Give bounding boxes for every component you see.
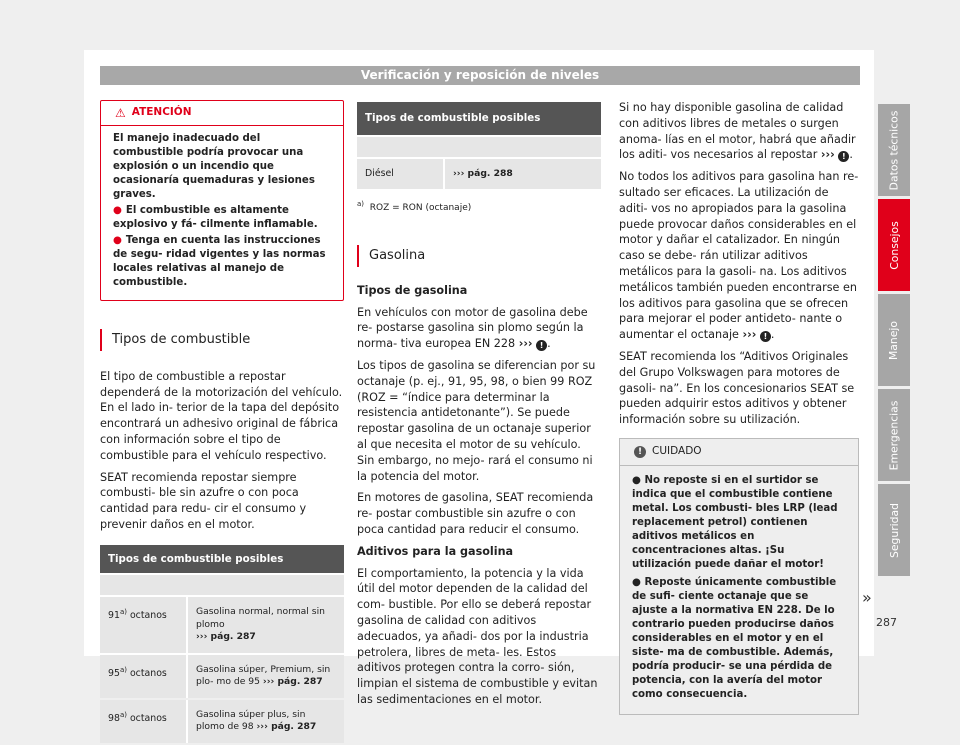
table-row <box>100 655 344 698</box>
bullet-icon: ● <box>632 474 641 486</box>
tab-manejo[interactable]: Manejo <box>878 294 910 386</box>
warning-box <box>100 100 344 301</box>
paragraph: El comportamiento, la potencia y la vida útil del motor dependen de la calidad del com- bustible. Por ello se deberá repostar gasolina de calidad con aditivos adecuados, ya añadi- dos por la industria petrolera, libres de meta- les. Estos aditivos protegen contra la corro- sión, limpian el sistema de combustible y evitan las sedimentaciones en el motor. <box>357 566 598 706</box>
tab-datos-tecnicos[interactable]: Datos técnicos <box>878 104 910 196</box>
warning-title: ATENCIÓN <box>131 106 192 118</box>
page-reference-link[interactable]: ››› pág. 287 <box>262 676 323 688</box>
section-heading-fuel-types: Tipos de combustible <box>100 329 344 351</box>
section-heading-gasoline: Gasolina <box>357 245 601 267</box>
column-right <box>619 100 859 715</box>
subheading: Aditivos para la gasolina <box>357 544 514 558</box>
table-header: Tipos de combustible posibles <box>357 102 601 135</box>
table-cell-octane: 91$^{a)}$ octanos <box>100 597 186 653</box>
paragraph: El tipo de combustible a repostar dependerá de la motorización del vehículo. En el lado in- terior de la tapa del depósito encontrará un adhesivo original de fábrica con información sobre el tipo de combustible para el vehículo respectivo. <box>100 369 343 462</box>
table-row <box>100 597 344 653</box>
tab-consejos[interactable]: Consejos <box>878 199 910 291</box>
warning-header <box>101 101 343 126</box>
page-reference-link[interactable]: ››› pág. 288 <box>453 167 513 179</box>
table-header: Tipos de combustible posibles <box>100 545 344 574</box>
caution-header <box>620 439 858 466</box>
diesel-table <box>357 100 601 191</box>
table-row <box>100 700 344 743</box>
caution-title: CUIDADO <box>652 444 702 457</box>
bullet-icon: ● <box>113 204 122 216</box>
page-header: Verificación y reposición de niveles <box>100 66 860 85</box>
caution-box <box>619 438 859 715</box>
page-reference-link[interactable]: ››› pág. 287 <box>256 721 317 733</box>
table-cell-description: Gasolina súper plus, sin plomo de 98 ››› pág. 287 <box>186 700 344 743</box>
paragraph: SEAT recomienda repostar siempre combusti- ble sin azufre o con poca cantidad para redu- cir el consumo y prevenir daños en el motor. <box>100 470 307 531</box>
paragraph: En motores de gasolina, SEAT recomienda re- postar combustible sin azufre o con poca cantidad para reducir el consumo. <box>357 491 594 536</box>
chapter-tabs <box>878 104 910 579</box>
bullet-icon: ● <box>632 576 641 588</box>
paragraph: Si no hay disponible gasolina de calidad con aditivos libres de metales o surgen anoma- lías en el motor, habrá que añadir los aditi- vos necesarios al repostar ››› ! . <box>619 101 856 162</box>
info-icon: ! <box>634 446 646 458</box>
table-cell-octane: 98$^{a)}$ octanos <box>100 700 186 743</box>
table-cell-description: Gasolina normal, normal sin plomo ››› pág. 287 <box>186 597 344 653</box>
warning-intro: El manejo inadecuado del combustible podría provocar una explosión o un incendio que ocasionaría quemaduras y lesiones graves. <box>113 132 315 200</box>
page-reference-link[interactable]: ››› pág. 287 <box>196 631 256 643</box>
subheading: Tipos de gasolina <box>357 283 468 297</box>
warning-triangle-icon: ⚠ <box>115 105 126 120</box>
warning-body <box>101 126 343 300</box>
info-icon: ! <box>838 151 849 162</box>
caution-bullet: ● Reposte únicamente combustible de sufi- ciente octanaje que se ajuste a la normativa EN 228. De lo contrario pueden producirse daños considerables en el motor y en el siste- ma de combustible. Además, podría producir- se una pérdida de potencia, con la avería del motor como consecuencia. <box>632 576 837 700</box>
table-cell-reference <box>443 159 601 190</box>
bullet-icon: ● <box>113 234 122 246</box>
table-cell-description: Gasolina súper, Premium, sin plo- mo de 95 ››› pág. 287 <box>186 655 344 698</box>
table-row <box>357 159 601 190</box>
footnote: $^{a)}$ ROZ = RON (octanaje) <box>357 200 472 213</box>
column-left <box>100 100 344 745</box>
continue-arrow-icon: » <box>862 588 872 607</box>
page-number: 287 <box>876 616 897 629</box>
warning-bullet: ● El combustible es altamente explosivo y fá- cilmente inflamable. <box>113 204 318 230</box>
paragraph: No todos los aditivos para gasolina han re- sultado ser eficaces. La utilización de aditi- vos no apropiados para la gasolina puede provocar daños considerables en el motor y dañar el catalizador. En ningún caso se debe- rán utilizar aditivos metálicos para la gasoli- na. Los aditivos metálicos también pueden encontrarse en los aditivos para gasolina que se ofrecen para mejorar el poder antideto- nante o aumentar el octanaje ››› ! . <box>619 170 859 342</box>
table-cell-fuel: Diésel <box>357 159 443 190</box>
info-icon: ! <box>760 331 771 342</box>
page-reference-link[interactable]: ››› <box>742 328 757 342</box>
info-icon: ! <box>536 340 547 351</box>
table-cell-octane: 95$^{a)}$ octanos <box>100 655 186 698</box>
caution-bullet: ● No reposte si en el surtidor se indica que el combustible contiene metal. Los combusti- bles LRP (lead replacement petrol) contienen aditivos metálicos en concentraciones altas. ¡Su utilización puede dañar el motor! <box>632 474 838 570</box>
page-reference-link[interactable]: ››› <box>518 337 533 351</box>
paragraph: Los tipos de gasolina se diferencian por su octanaje (p. ej., 91, 95, 98, o bien 99 ROZ (ROZ = “índice para determinar la resistencia antidetonante”). Se puede repostar gasolina de un octanaje superior al que necesita el motor de su vehículo. Sin embargo, no mejo- rará el consumo ni la potencia del motor. <box>357 358 596 483</box>
paragraph: En vehículos con motor de gasolina debe re- postarse gasolina sin plomo según la norma- tiva europea EN 228 ››› ! . <box>357 305 588 351</box>
tab-seguridad[interactable]: Seguridad <box>878 484 910 576</box>
warning-bullet: ● Tenga en cuenta las instrucciones de segu- ridad vigentes y las normas locales relativas al manejo de combustible. <box>113 234 326 288</box>
page-reference-link[interactable]: ››› <box>820 148 835 162</box>
column-middle <box>357 100 601 714</box>
paragraph: SEAT recomienda los “Aditivos Originales del Grupo Volkswagen para motores de gasoli- na”. En los concesionarios SEAT se pueden adquirir estos aditivos y obtener información sobre su utilización. <box>619 349 855 427</box>
tab-emergencias[interactable]: Emergencias <box>878 389 910 481</box>
fuel-types-table <box>100 543 344 745</box>
caution-body <box>620 466 858 714</box>
